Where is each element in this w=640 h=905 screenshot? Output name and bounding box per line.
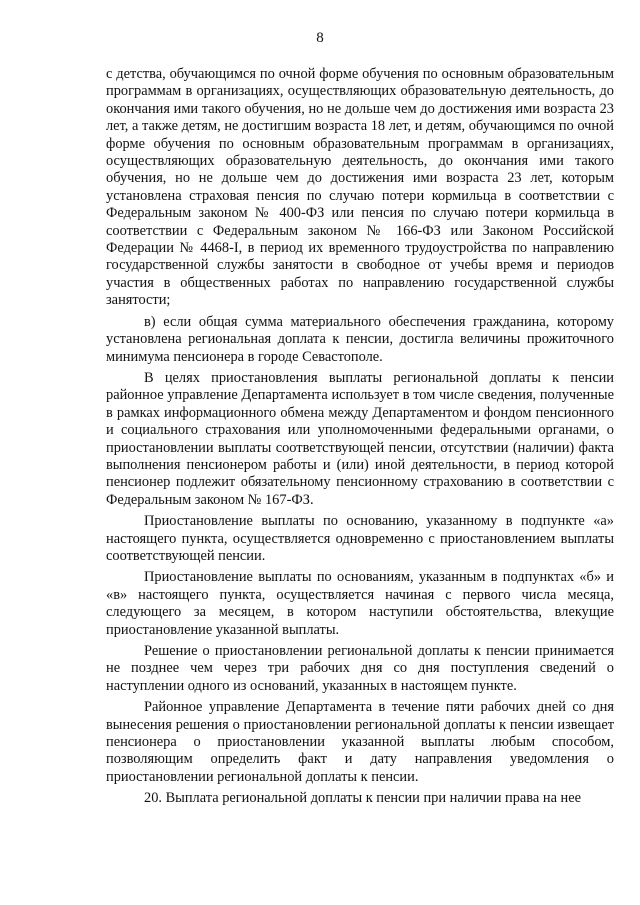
paragraph-item-20: 20. Выплата региональной доплаты к пенсии при наличии права на нее [144, 790, 582, 807]
paragraph-suspension-info: В целях приостановления выплаты региональной доплаты к пенсии районное управление Департамента использует в том числе сведения, полученные в рамках информационного обмена между Департаментом и фондом пенсионного и социального страхования или уполномоченными федеральными органами, о приостановлении выплаты соответствующей пенсии, отсутствии (наличии) факта выполнения пенсионером работы и (или) иной деятельности, в период которой пенсионер подлежит обязательному пенсионному страхованию в соответствии с Федеральным законом № 167-ФЗ. [106, 369, 614, 508]
paragraph-notification: Районное управление Департамента в течение пяти рабочих дней со дня вынесения решения о приостановлении региональной доплаты к пенсии извещает пенсионера о приостановлении указанной выплаты любым способом, позволяющим определить факт и дату направления уведомления о приостановлении региональной доплаты к пенсии. [106, 699, 614, 785]
paragraph-suspension-b-v: Приостановление выплаты по основаниям, указанным в подпунктах «б» и «в» настоящего пункта, осуществляется начиная с первого числа месяца, следующего за месяцем, в котором наступили обстоятельства, влекущие приостановление указанной выплаты. [106, 569, 614, 638]
paragraph-continuation: с детства, обучающимся по очной форме обучения по основным образовательным программам в организациях, осуществляющих образовательную деятельность, до окончания ими такого обучения, но не дольше чем до достижения ими возраста 23 лет, а также детям, не достигшим возраста 18 лет, и детям, обучающимся по очной форме обучения по основным образовательным программам в организациях, осуществляющих образовательную деятельность, до окончания ими такого обучения, но не дольше чем до достижения ими возраста 23 лет, которым установлена страховая пенсия по случаю потери кормильца в соответствии с Федеральным законом № 400-ФЗ или пенсия по случаю потери кормильца в соответствии с Федеральным законом № 166-ФЗ или Законом Российской Федерации № 4468-I, в период их временного трудоустройства по направлению государственной службы занятости в свободное от учебы время и периодов участия в общественных работах по направлению государственной службы занятости; [106, 66, 614, 309]
page-number: 8 [316, 30, 324, 46]
paragraph-decision: Решение о приостановлении региональной доплаты к пенсии принимается не позднее чем через три рабочих дня со дня поступления сведений о наступлении одного из оснований, указанных в настоящем пункте. [106, 643, 614, 694]
paragraph-subitem-v: в) если общая сумма материального обеспечения гражданина, которому установлена региональная доплата к пенсии, достигла величины прожиточного минимума пенсионера в городе Севастополе. [106, 313, 614, 365]
document-body [106, 66, 614, 808]
paragraph-suspension-a: Приостановление выплаты по основанию, указанному в подпункте «а» настоящего пункта, осуществляется одновременно с приостановлением выплаты соответствующей пенсии. [106, 513, 614, 564]
